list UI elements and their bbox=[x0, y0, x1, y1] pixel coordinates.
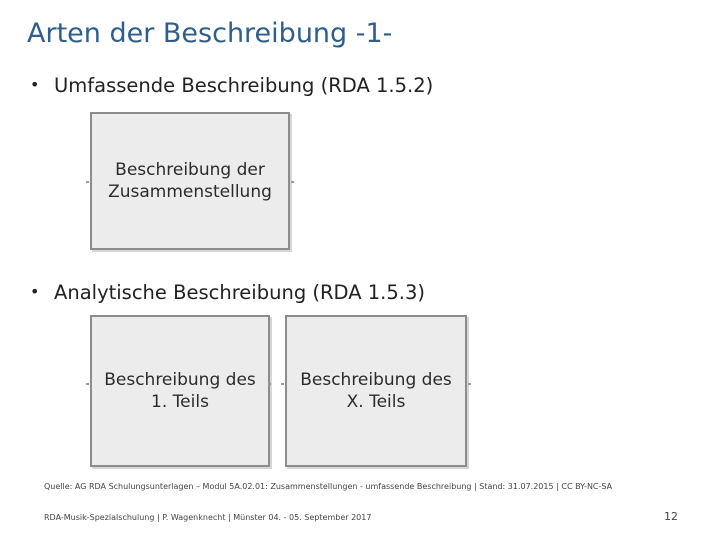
connector-tick bbox=[281, 383, 284, 385]
page-number: 12 bbox=[664, 510, 678, 523]
box-x-part-description bbox=[285, 315, 467, 467]
footer-text: RDA-Musik-Spezialschulung | P. Wagenknecht | Münster 04. - 05. September 2017 bbox=[44, 513, 372, 522]
connector-tick bbox=[468, 383, 471, 385]
box-x-part-label: Beschreibung des X. Teils bbox=[300, 370, 452, 412]
connector-tick bbox=[291, 181, 294, 183]
bullet-comprehensive-text: Umfassende Beschreibung (RDA 1.5.2) bbox=[54, 74, 434, 97]
bullet-analytical bbox=[30, 281, 425, 304]
connector-tick bbox=[268, 383, 271, 385]
bullet-dot: • bbox=[30, 75, 40, 94]
bullet-analytical-text: Analytische Beschreibung (RDA 1.5.3) bbox=[54, 281, 425, 304]
box-comprehensive-description bbox=[90, 112, 290, 250]
connector-tick bbox=[86, 181, 89, 183]
connector-tick bbox=[86, 383, 89, 385]
slide-title: Arten der Beschreibung -1- bbox=[27, 18, 393, 49]
box-first-part-description bbox=[90, 315, 270, 467]
bullet-comprehensive bbox=[30, 74, 433, 97]
bullet-dot: • bbox=[30, 282, 40, 301]
source-citation: Quelle: AG RDA Schulungsunterlagen – Modul 5A.02.01: Zusammenstellungen - umfassende Beschreibung | Stand: 31.07.2015 | CC BY-NC-SA bbox=[44, 482, 613, 491]
box-first-part-label: Beschreibung des 1. Teils bbox=[104, 370, 256, 412]
box-comprehensive-label: Beschreibung der Zusammenstellung bbox=[108, 160, 272, 202]
